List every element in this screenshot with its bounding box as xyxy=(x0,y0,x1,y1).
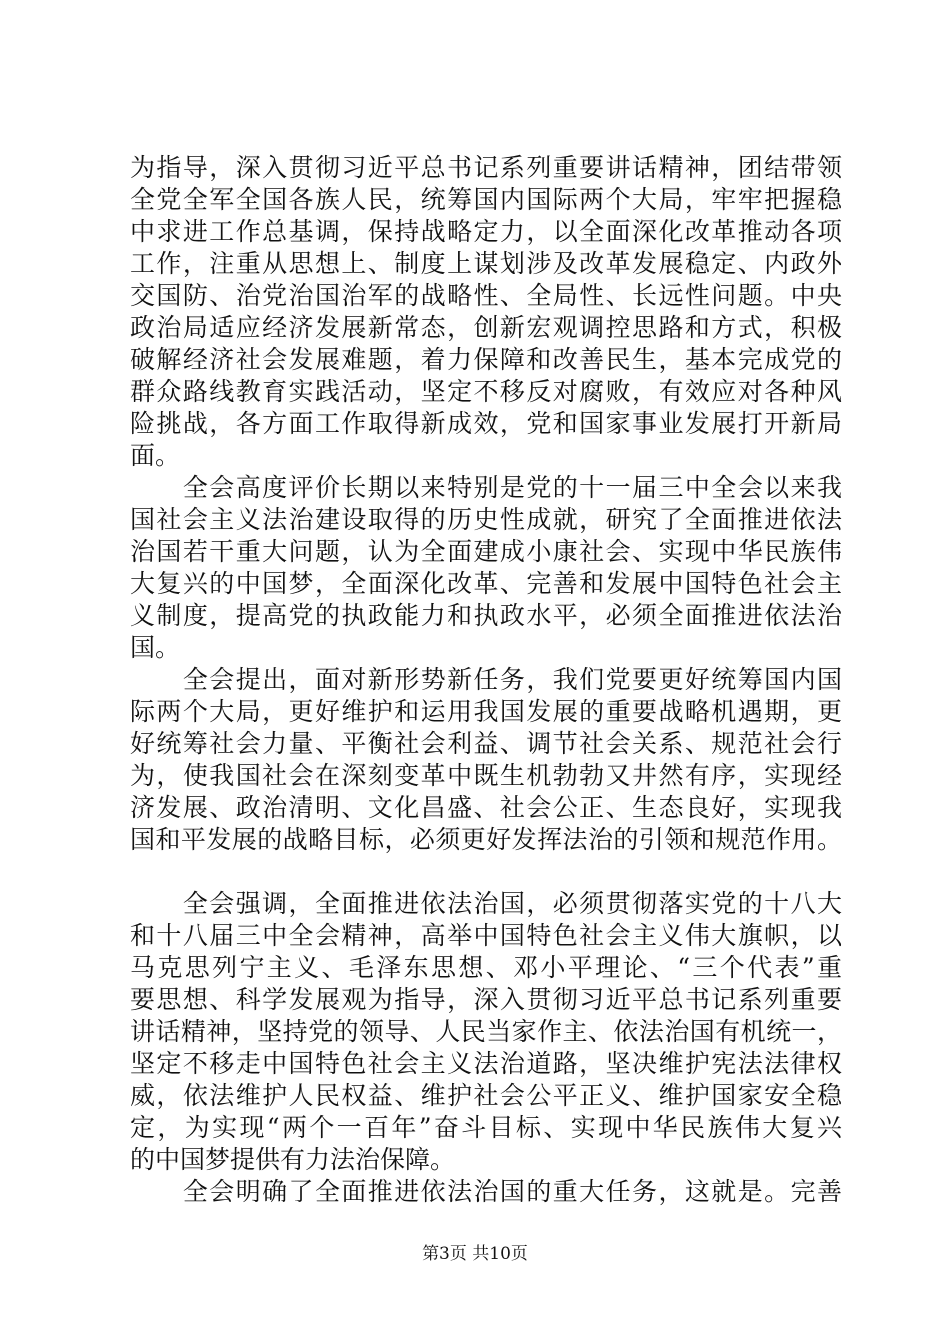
page-number-label: 第3页 共10页 xyxy=(422,1244,528,1264)
text-line: 威，依法维护人民权益、维护社会公平正义、维护国家安全稳 xyxy=(130,1081,842,1110)
text-line: 交国防、治党治国治军的战略性、全局性、长远性问题。中央 xyxy=(130,281,842,310)
text-line: 济发展、政治清明、文化昌盛、社会公正、生态良好，实现我 xyxy=(130,793,842,822)
text-line: 要思想、科学发展观为指导，深入贯彻习近平总书记系列重要 xyxy=(130,985,842,1014)
text-line: 治国若干重大问题，认为全面建成小康社会、实现中华民族伟 xyxy=(130,537,842,566)
body-text xyxy=(130,152,842,1208)
text-line: 大复兴的中国梦，全面深化改革、完善和发展中国特色社会主 xyxy=(130,569,842,598)
text-line: 好统筹社会力量、平衡社会利益、调节社会关系、规范社会行 xyxy=(130,729,842,758)
text-line: 国社会主义法治建设取得的历史性成就，研究了全面推进依法 xyxy=(130,505,842,534)
text-line: 和十八届三中全会精神，高举中国特色社会主义伟大旗帜，以 xyxy=(130,921,842,950)
text-line: 定，为实现“两个一百年”奋斗目标、实现中华民族伟大复兴 xyxy=(130,1113,842,1142)
text-line: 的中国梦提供有力法治保障。 xyxy=(130,1145,456,1174)
text-line: 破解经济社会发展难题，着力保障和改善民生，基本完成党的 xyxy=(130,345,842,374)
text-line: 中求进工作总基调，保持战略定力，以全面深化改革推动各项 xyxy=(130,217,842,246)
text-line: 全会高度评价长期以来特别是党的十一届三中全会以来我 xyxy=(130,473,842,502)
text-line: 坚定不移走中国特色社会主义法治道路，坚决维护宪法法律权 xyxy=(130,1049,842,1078)
text-line: 全党全军全国各族人民，统筹国内国际两个大局，牢牢把握稳 xyxy=(130,185,842,214)
blank-line xyxy=(130,856,842,888)
text-line: 为指导，深入贯彻习近平总书记系列重要讲话精神，团结带领 xyxy=(130,153,842,182)
text-line: 群众路线教育实践活动，坚定不移反对腐败，有效应对各种风 xyxy=(130,377,842,406)
text-line: 面。 xyxy=(130,441,181,470)
text-line: 全会强调，全面推进依法治国，必须贯彻落实党的十八大 xyxy=(130,889,842,918)
text-line: 际两个大局，更好维护和运用我国发展的重要战略机遇期，更 xyxy=(130,697,842,726)
text-line: 马克思列宁主义、毛泽东思想、邓小平理论、“三个代表”重 xyxy=(130,953,842,982)
page-footer xyxy=(0,1243,950,1265)
text-line: 义制度，提高党的执政能力和执政水平，必须全面推进依法治 xyxy=(130,601,842,630)
text-line: 为，使我国社会在深刻变革中既生机勃勃又井然有序，实现经 xyxy=(130,761,842,790)
text-line: 国。 xyxy=(130,633,181,662)
text-line: 工作，注重从思想上、制度上谋划涉及改革发展稳定、内政外 xyxy=(130,249,842,278)
text-line: 全会明确了全面推进依法治国的重大任务，这就是。完善 xyxy=(130,1177,842,1206)
text-line: 国和平发展的战略目标，必须更好发挥法治的引领和规范作用。 xyxy=(130,825,842,854)
text-line: 政治局适应经济发展新常态，创新宏观调控思路和方式，积极 xyxy=(130,313,842,342)
text-line: 险挑战，各方面工作取得新成效，党和国家事业发展打开新局 xyxy=(130,409,842,438)
text-line: 讲话精神，坚持党的领导、人民当家作主、依法治国有机统一， xyxy=(130,1017,842,1046)
text-line: 全会提出，面对新形势新任务，我们党要更好统筹国内国 xyxy=(130,665,842,694)
